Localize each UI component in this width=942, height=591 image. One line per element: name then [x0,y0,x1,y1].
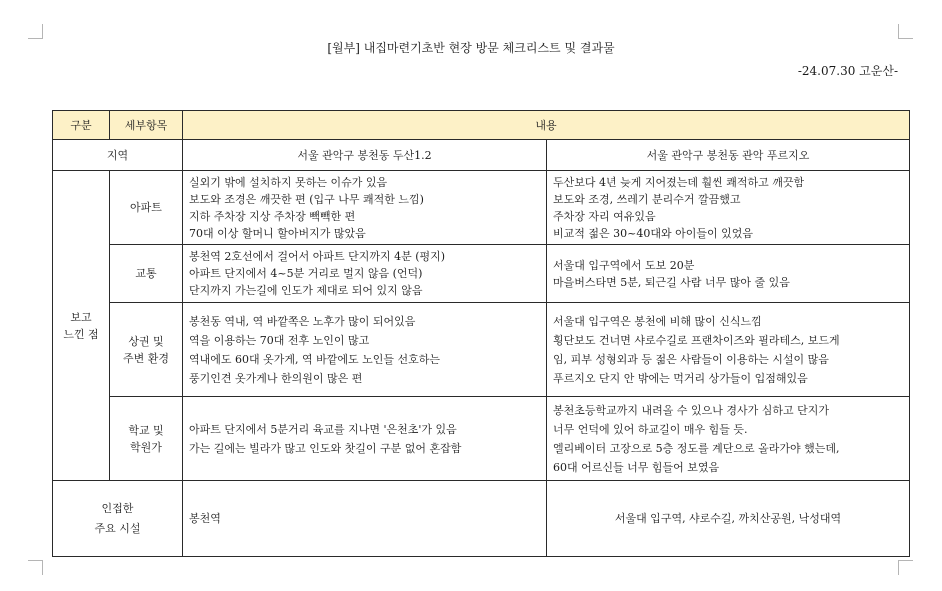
table-row [53,397,910,481]
cell-left: 아파트 단지에서 5분거리 육교를 지나면 '은천초'가 있음 가는 길에는 빌라가 많고 인도와 찻길이 구분 없어 혼잡함 [183,397,547,481]
cell-right: 두산보다 4년 늦게 지어졌는데 훨씬 쾌적하고 깨끗함 보도와 조경, 쓰레기 분리수거 깔끔했고 주차장 자리 여유있음 비교적 젊은 30~40대와 아이들이 있었음 [547,171,910,245]
region-row [53,140,910,171]
cell-right: 봉천초등학교까지 내려올 수 있으나 경사가 심하고 단지가 너무 언덕에 있어 하교길이 매우 힘들 듯. 엘리베이터 고장으로 5층 정도를 계단으로 올라가야 했는데, 60대 어르신들 너무 힘들어 보였음 [547,397,910,481]
page-corner-mark [28,24,43,39]
header-row [53,111,910,140]
table-row [53,245,910,303]
facilities-label: 인접한 주요 시설 [53,481,183,557]
facilities-left: 봉천역 [183,481,547,557]
header-content: 내용 [183,111,910,140]
page-corner-mark [28,560,43,575]
page-corner-mark [898,560,913,575]
table-row [53,303,910,397]
region-label: 지역 [53,140,183,171]
table-row [53,171,910,245]
row-label-apartment: 아파트 [110,171,183,245]
facilities-row [53,481,910,557]
page-corner-mark [898,24,913,39]
header-subitem: 세부항목 [110,111,183,140]
facilities-right: 서울대 입구역, 샤로수길, 까치산공원, 낙성대역 [547,481,910,557]
checklist-table [52,110,910,557]
cell-left: 실외기 밖에 설치하지 못하는 이슈가 있음 보도와 조경은 깨끗한 편 (입구 나무 쾌적한 느낌) 지하 주차장 지상 주차장 빽빽한 편 70대 이상 할머니 할아버지가 많았음 [183,171,547,245]
header-category: 구분 [53,111,110,140]
region-right: 서울 관악구 봉천동 관악 푸르지오 [547,140,910,171]
group-label: 보고 느낀 점 [53,171,110,481]
row-label-school: 학교 및 학원가 [110,397,183,481]
author-date: -24.07.30 고운산- [797,64,898,78]
region-left: 서울 관악구 봉천동 두산1.2 [183,140,547,171]
cell-right: 서울대 입구역에서 도보 20분 마을버스타면 5분, 퇴근길 사람 너무 많아 줄 있음 [547,245,910,303]
row-label-transport: 교통 [110,245,183,303]
cell-left: 봉천동 역내, 역 바깥쪽은 노후가 많이 되어있음 역을 이용하는 70대 전후 노인이 많고 역내에도 60대 옷가게, 역 바깥에도 노인들 선호하는 풍기인견 옷가게나 한의원이 많은 편 [183,303,547,397]
document-title: [월부] 내집마련기초반 현장 방문 체크리스트 및 결과물 [327,41,615,55]
row-label-commerce: 상권 및 주변 환경 [110,303,183,397]
cell-left: 봉천역 2호선에서 걸어서 아파트 단지까지 4분 (평지) 아파트 단지에서 4~5분 거리로 멀지 않음 (언덕) 단지까지 가는길에 인도가 제대로 되어 있지 않음 [183,245,547,303]
cell-right: 서울대 입구역은 봉천에 비해 많이 신식느낌 횡단보도 건너면 샤로수길로 프랜차이즈와 필라테스, 보드게 임, 피부 성형외과 등 젊은 사람들이 이용하는 시설이 많음 푸르지오 단지 안 밖에는 먹거리 상가들이 입점해있음 [547,303,910,397]
